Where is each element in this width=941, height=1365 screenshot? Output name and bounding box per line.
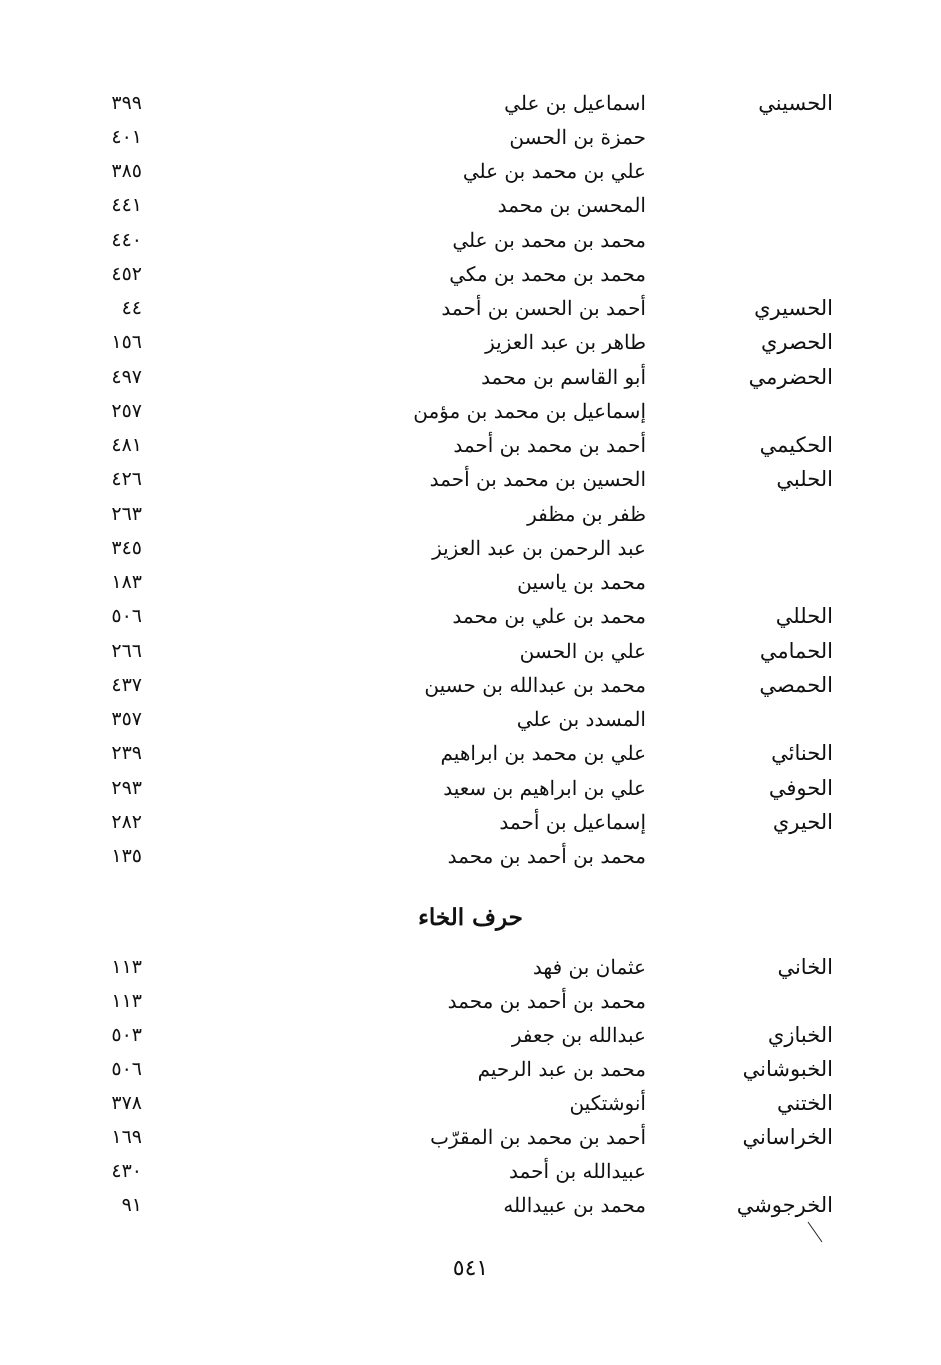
page-ref: ١١٣: [111, 990, 142, 1012]
nisba: الخبوشاني: [742, 1057, 833, 1081]
index-entry: [0, 531, 941, 565]
page-ref: ٤٨١: [111, 434, 142, 456]
index-entry: [0, 257, 941, 291]
page-ref: ١٥٦: [111, 331, 142, 353]
page-ref: ١٣٥: [111, 845, 142, 867]
page-ref: ٤٤: [121, 297, 142, 319]
index-entry: [0, 565, 941, 599]
person-name: علي بن محمد بن علي: [462, 159, 646, 183]
page-ref: ٣٥٧: [111, 708, 142, 730]
page-ref: ٣٤٥: [111, 537, 142, 559]
nisba: الختني: [777, 1091, 833, 1115]
section-heading: حرف الخاء: [418, 904, 523, 931]
index-entry: [0, 360, 941, 394]
page-ref: ٤٤١: [111, 194, 142, 216]
page-ref: ٥٠٦: [111, 1058, 142, 1080]
nisba: الحصري: [760, 330, 833, 354]
person-name: محمد بن عبدالله بن حسين: [424, 673, 646, 697]
person-name: محمد بن محمد بن علي: [452, 228, 646, 252]
person-name: عثمان بن فهد: [532, 955, 646, 979]
index-entry: [0, 736, 941, 770]
nisba: الحمصي: [759, 673, 833, 697]
page-number: ٥٤١: [452, 1256, 489, 1281]
index-entry: [0, 291, 941, 325]
nisba: الحضرمي: [748, 365, 833, 389]
page-ref: ١٨٣: [111, 571, 142, 593]
index-entry: [0, 839, 941, 873]
index-entry: [0, 771, 941, 805]
page-ref: ٢٦٣: [111, 503, 142, 525]
nisba: الحيري: [772, 810, 833, 834]
page-ref: ٣٩٩: [111, 92, 142, 114]
index-entry: [0, 1188, 941, 1222]
index-entry: [0, 154, 941, 188]
index-entry: [0, 950, 941, 984]
person-name: محمد بن أحمد بن محمد: [447, 844, 646, 868]
page-ref: ٤٣٠: [111, 1160, 142, 1182]
page-ref: ٣٨٥: [111, 160, 142, 182]
index-entry: [0, 984, 941, 1018]
person-name: أنوشتكين: [569, 1091, 646, 1115]
page-ref: ٤٠١: [111, 126, 142, 148]
page-ref: ٢٣٩: [111, 742, 142, 764]
person-name: محمد بن عبد الرحيم: [477, 1057, 646, 1081]
person-name: عبيدالله بن أحمد: [509, 1159, 646, 1183]
index-entry: [0, 1052, 941, 1086]
person-name: حمزة بن الحسن: [509, 125, 646, 149]
page-ref: ٢٥٧: [111, 400, 142, 422]
person-name: عبد الرحمن بن عبد العزيز: [432, 536, 646, 560]
person-name: محمد بن أحمد بن محمد: [447, 989, 646, 1013]
nisba: الحكيمي: [759, 433, 833, 457]
person-name: طاهر بن عبد العزيز: [485, 330, 646, 354]
person-name: علي بن ابراهيم بن سعيد: [443, 776, 646, 800]
index-entry: [0, 497, 941, 531]
page-ref: ٩١: [121, 1194, 142, 1216]
index-entry: [0, 86, 941, 120]
person-name: محمد بن عبيدالله: [503, 1193, 646, 1217]
nisba: الخرجوشي: [736, 1193, 833, 1217]
index-entry: [0, 805, 941, 839]
index-entry: [0, 1120, 941, 1154]
index-entry: [0, 702, 941, 736]
nisba: الخبازي: [767, 1023, 833, 1047]
person-name: المسدد بن علي: [516, 707, 646, 731]
person-name: أحمد بن الحسن بن أحمد: [441, 296, 646, 320]
index-entry: [0, 188, 941, 222]
page-ref: ٥٠٦: [111, 605, 142, 627]
page-ref: ٢٨٢: [111, 811, 142, 833]
index-entry: [0, 634, 941, 668]
pen-stroke-mark: [806, 1220, 826, 1244]
person-name: إسماعيل بن محمد بن مؤمن: [413, 399, 646, 423]
person-name: المحسن بن محمد: [497, 193, 646, 217]
nisba: الحلبي: [776, 467, 833, 491]
page-ref: ٤٩٧: [111, 366, 142, 388]
index-entry: [0, 394, 941, 428]
person-name: علي بن الحسن: [519, 639, 646, 663]
index-entry: [0, 1154, 941, 1188]
page-ref: ١٦٩: [111, 1126, 142, 1148]
person-name: ظفر بن مظفر: [527, 502, 646, 526]
page-ref: ٤٥٢: [111, 263, 142, 285]
person-name: إسماعيل بن أحمد: [499, 810, 646, 834]
person-name: محمد بن محمد بن مكي: [449, 262, 646, 286]
nisba: الحمامي: [759, 639, 833, 663]
index-entry: [0, 462, 941, 496]
nisba: الحنائي: [771, 741, 833, 765]
person-name: أحمد بن محمد بن أحمد: [453, 433, 646, 457]
person-name: اسماعيل بن علي: [504, 91, 646, 115]
index-entry: [0, 325, 941, 359]
index-entry: [0, 1086, 941, 1120]
person-name: الحسين بن محمد بن أحمد: [429, 467, 646, 491]
index-entry: [0, 1018, 941, 1052]
index-entry: [0, 428, 941, 462]
index-entry: [0, 668, 941, 702]
page-ref: ٤٣٧: [111, 674, 142, 696]
person-name: محمد بن علي بن محمد: [452, 604, 646, 628]
nisba: الخاني: [777, 955, 833, 979]
person-name: أبو القاسم بن محمد: [481, 365, 646, 389]
index-entry: [0, 120, 941, 154]
page-ref: ٢٩٣: [111, 777, 142, 799]
person-name: عبدالله بن جعفر: [511, 1023, 646, 1047]
page-ref: ٤٢٦: [111, 468, 142, 490]
nisba: الحسيري: [754, 296, 833, 320]
index-entry: [0, 223, 941, 257]
nisba: الحوفي: [768, 776, 833, 800]
page-ref: ٥٠٣: [111, 1024, 142, 1046]
page-ref: ٤٤٠: [111, 229, 142, 251]
person-name: محمد بن ياسين: [517, 570, 646, 594]
index-entry: [0, 599, 941, 633]
page-ref: ٣٧٨: [111, 1092, 142, 1114]
nisba: الحللي: [775, 604, 833, 628]
person-name: علي بن محمد بن ابراهيم: [440, 741, 646, 765]
nisba: الخراساني: [742, 1125, 833, 1149]
nisba: الحسيني: [758, 91, 833, 115]
person-name: أحمد بن محمد بن المقرّب: [430, 1125, 646, 1149]
page-ref: ١١٣: [111, 956, 142, 978]
page-ref: ٢٦٦: [111, 640, 142, 662]
